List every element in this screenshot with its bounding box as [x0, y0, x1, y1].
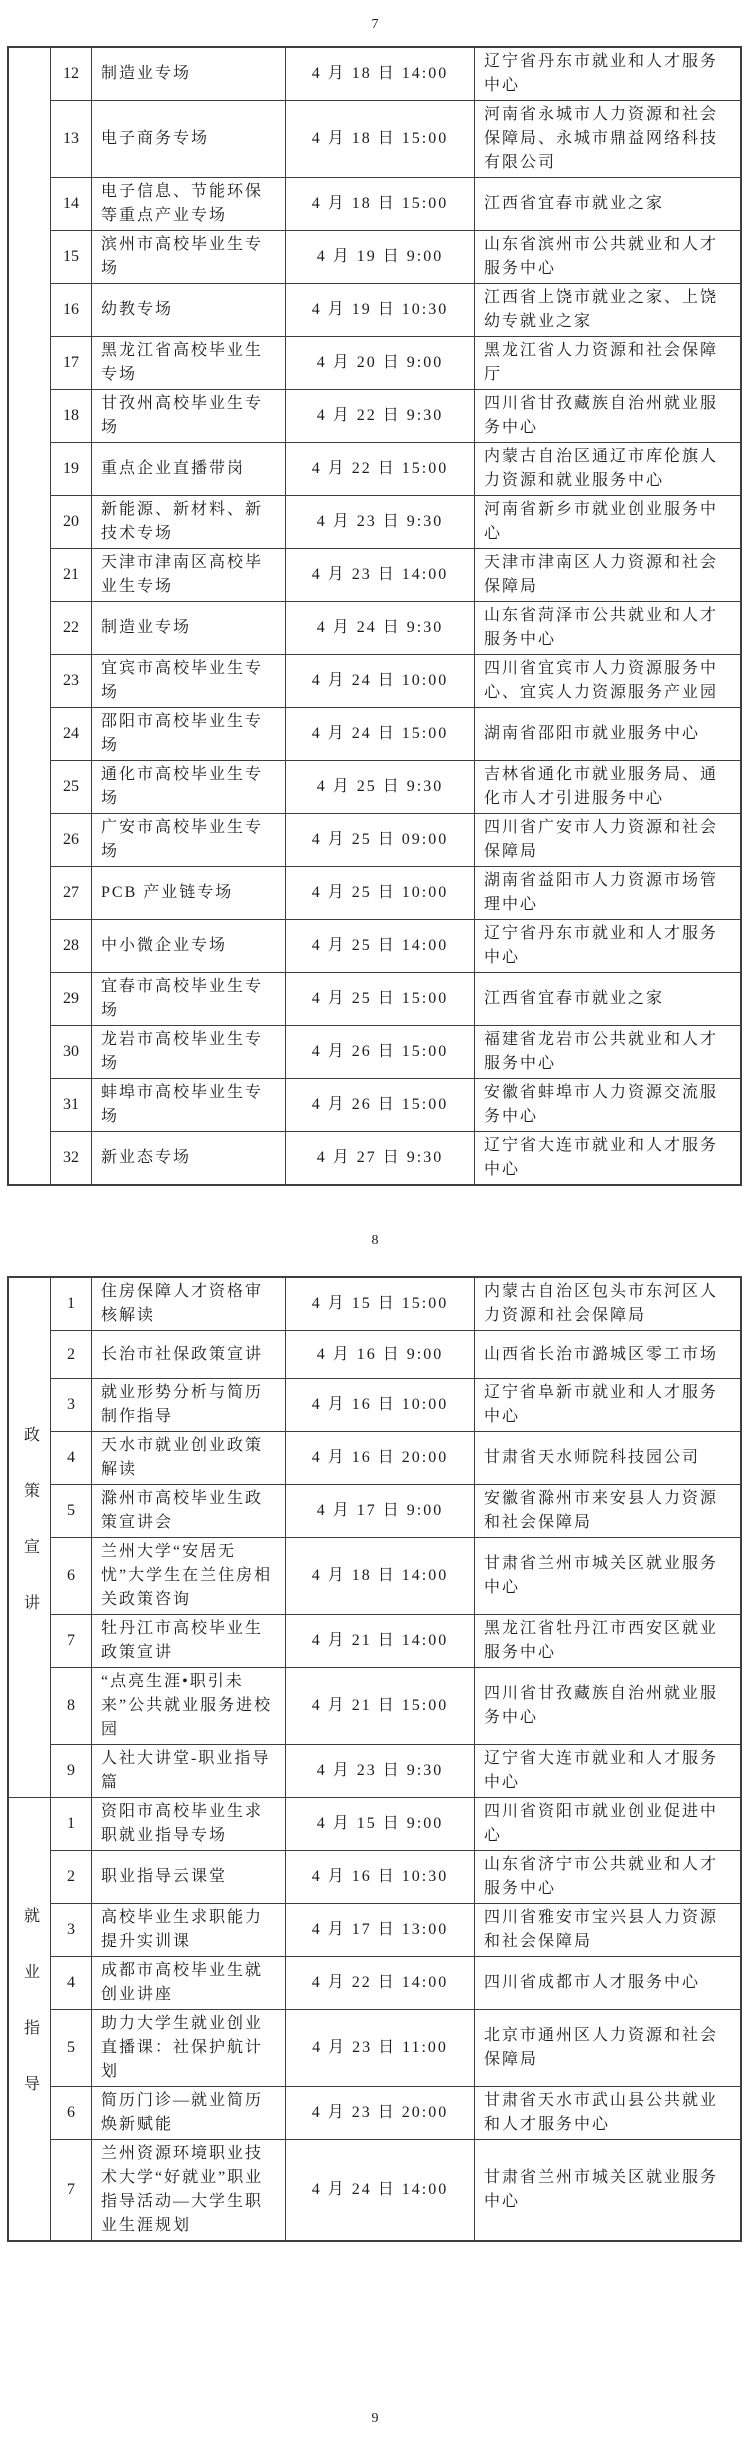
datetime-cell: 4 月 18 日 15:00 — [285, 101, 474, 177]
event-name-cell: 天津市津南区高校毕业生专场 — [91, 549, 285, 601]
datetime-cell: 4 月 25 日 15:00 — [285, 973, 474, 1025]
organizer-cell: 甘肃省天水市武山县公共就业和人才服务中心 — [474, 2087, 740, 2139]
row-number-cell: 1 — [67, 1815, 75, 1832]
table-row — [51, 495, 740, 548]
table-row — [51, 919, 740, 972]
category-cell — [9, 1278, 50, 1797]
section-rows — [50, 1278, 740, 1797]
event-name-cell: 电子信息、节能环保等重点产业专场 — [91, 178, 285, 230]
row-number-cell: 4 — [67, 1974, 75, 1991]
datetime-cell: 4 月 23 日 14:00 — [285, 549, 474, 601]
organizer-cell: 山西省长治市潞城区零工市场 — [474, 1331, 740, 1378]
organizer-cell: 江西省宜春市就业之家 — [474, 973, 740, 1025]
table-row — [51, 1667, 740, 1744]
datetime-cell: 4 月 22 日 15:00 — [285, 443, 474, 495]
table-row — [51, 177, 740, 230]
event-name-cell: 广安市高校毕业生专场 — [91, 814, 285, 866]
table-row — [51, 1330, 740, 1378]
organizer-cell: 四川省雅安市宝兴县人力资源和社会保障局 — [474, 1904, 740, 1956]
event-name-cell: 幼教专场 — [91, 284, 285, 336]
event-name-cell: 牡丹江市高校毕业生政策宣讲 — [91, 1615, 285, 1667]
row-number-cell: 18 — [63, 407, 79, 424]
table-row — [51, 813, 740, 866]
category-label: 就业指导 — [21, 1907, 39, 2131]
table-row — [51, 707, 740, 760]
event-name-cell: 龙岩市高校毕业生专场 — [91, 1026, 285, 1078]
event-name-cell: 电子商务专场 — [91, 101, 285, 177]
event-name-cell: “点亮生涯•职引未来”公共就业服务进校园 — [91, 1668, 285, 1744]
event-name-cell: 职业指导云课堂 — [91, 1851, 285, 1903]
datetime-cell: 4 月 24 日 9:30 — [285, 602, 474, 654]
organizer-cell: 北京市通州区人力资源和社会保障局 — [474, 2010, 740, 2086]
event-name-cell: 蚌埠市高校毕业生专场 — [91, 1079, 285, 1131]
event-name-cell: 住房保障人才资格审核解读 — [91, 1278, 285, 1330]
table-row — [51, 283, 740, 336]
table-row — [51, 2086, 740, 2139]
table-row — [51, 1078, 740, 1131]
table-row — [51, 654, 740, 707]
event-name-cell: 重点企业直播带岗 — [91, 443, 285, 495]
page-number-8: 8 — [371, 1233, 379, 1248]
organizer-cell: 四川省资阳市就业创业促进中心 — [474, 1798, 740, 1850]
organizer-cell: 河南省新乡市就业创业服务中心 — [474, 496, 740, 548]
job-fairs-table — [7, 46, 742, 1186]
datetime-cell: 4 月 18 日 14:00 — [285, 1538, 474, 1614]
event-name-cell: 成都市高校毕业生就创业讲座 — [91, 1957, 285, 2009]
datetime-cell: 4 月 19 日 9:00 — [285, 231, 474, 283]
organizer-cell: 辽宁省丹东市就业和人才服务中心 — [474, 48, 740, 100]
row-number-cell: 5 — [67, 2039, 75, 2056]
row-number-cell: 22 — [63, 619, 79, 636]
row-number-cell: 27 — [63, 884, 79, 901]
organizer-cell: 山东省菏泽市公共就业和人才服务中心 — [474, 602, 740, 654]
organizer-cell: 安徽省蚌埠市人力资源交流服务中心 — [474, 1079, 740, 1131]
row-number-cell: 3 — [67, 1396, 75, 1413]
datetime-cell: 4 月 24 日 15:00 — [285, 708, 474, 760]
category-cell — [9, 1798, 50, 2240]
event-name-cell: 滁州市高校毕业生政策宣讲会 — [91, 1485, 285, 1537]
table-row — [51, 1956, 740, 2009]
organizer-cell: 内蒙古自治区包头市东河区人力资源和社会保障局 — [474, 1278, 740, 1330]
datetime-cell: 4 月 24 日 14:00 — [285, 2140, 474, 2240]
event-name-cell: 高校毕业生求职能力提升实训课 — [91, 1904, 285, 1956]
organizer-cell: 吉林省通化市就业服务局、通化市人才引进服务中心 — [474, 761, 740, 813]
event-name-cell: 新能源、新材料、新技术专场 — [91, 496, 285, 548]
row-number-cell: 14 — [63, 195, 79, 212]
page-number-9: 9 — [371, 2411, 379, 2426]
event-name-cell: 兰州资源环境职业技术大学“好就业”职业指导活动—大学生职业生涯规划 — [91, 2140, 285, 2240]
organizer-cell: 山东省滨州市公共就业和人才服务中心 — [474, 231, 740, 283]
event-name-cell: 宜宾市高校毕业生专场 — [91, 655, 285, 707]
organizer-cell: 内蒙古自治区通辽市库伦旗人力资源和就业服务中心 — [474, 443, 740, 495]
row-number-cell: 20 — [63, 513, 79, 530]
table-row — [51, 230, 740, 283]
event-name-cell: 助力大学生就业创业直播课：社保护航计划 — [91, 2010, 285, 2086]
organizer-cell: 辽宁省大连市就业和人才服务中心 — [474, 1745, 740, 1797]
datetime-cell: 4 月 22 日 14:00 — [285, 1957, 474, 2009]
event-name-cell: 人社大讲堂-职业指导篇 — [91, 1745, 285, 1797]
organizer-cell: 四川省甘孜藏族自治州就业服务中心 — [474, 390, 740, 442]
organizer-cell: 湖南省邵阳市就业服务中心 — [474, 708, 740, 760]
row-number-cell: 2 — [67, 1345, 75, 1363]
row-number-cell: 9 — [67, 1762, 75, 1779]
datetime-cell: 4 月 25 日 09:00 — [285, 814, 474, 866]
table-row — [51, 442, 740, 495]
row-number-cell: 2 — [67, 1868, 75, 1885]
datetime-cell: 4 月 25 日 14:00 — [285, 920, 474, 972]
table-row — [51, 601, 740, 654]
event-name-cell: 制造业专场 — [91, 48, 285, 100]
organizer-cell: 四川省宜宾市人力资源服务中心、宜宾人力资源服务产业园 — [474, 655, 740, 707]
row-number-cell: 25 — [63, 778, 79, 795]
organizer-cell: 河南省永城市人力资源和社会保障局、永城市鼎益网络科技有限公司 — [474, 101, 740, 177]
event-name-cell: 邵阳市高校毕业生专场 — [91, 708, 285, 760]
table-row — [51, 336, 740, 389]
table-row — [51, 1278, 740, 1330]
event-name-cell: 通化市高校毕业生专场 — [91, 761, 285, 813]
row-number-cell: 8 — [67, 1697, 75, 1714]
datetime-cell: 4 月 19 日 10:30 — [285, 284, 474, 336]
datetime-cell: 4 月 17 日 13:00 — [285, 1904, 474, 1956]
row-number-cell: 19 — [63, 460, 79, 477]
row-number-cell: 28 — [63, 937, 79, 954]
datetime-cell: 4 月 27 日 9:30 — [285, 1132, 474, 1184]
table-section — [9, 48, 740, 1184]
datetime-cell: 4 月 15 日 9:00 — [285, 1798, 474, 1850]
datetime-cell: 4 月 16 日 9:00 — [285, 1331, 474, 1378]
organizer-cell: 江西省宜春市就业之家 — [474, 178, 740, 230]
datetime-cell: 4 月 23 日 11:00 — [285, 2010, 474, 2086]
table-row — [51, 866, 740, 919]
row-number-cell: 31 — [63, 1096, 79, 1113]
table-row — [51, 2009, 740, 2086]
datetime-cell: 4 月 16 日 10:00 — [285, 1379, 474, 1431]
datetime-cell: 4 月 20 日 9:00 — [285, 337, 474, 389]
table-row — [51, 972, 740, 1025]
table-row — [51, 1903, 740, 1956]
organizer-cell: 四川省甘孜藏族自治州就业服务中心 — [474, 1668, 740, 1744]
datetime-cell: 4 月 26 日 15:00 — [285, 1026, 474, 1078]
event-name-cell: 就业形势分析与简历制作指导 — [91, 1379, 285, 1431]
table-section — [9, 1797, 740, 2240]
row-number-cell: 23 — [63, 672, 79, 689]
table-row — [51, 548, 740, 601]
row-number-cell: 6 — [67, 1567, 75, 1584]
organizer-cell: 甘肃省兰州市城关区就业服务中心 — [474, 1538, 740, 1614]
table-row — [51, 1025, 740, 1078]
datetime-cell: 4 月 15 日 15:00 — [285, 1278, 474, 1330]
datetime-cell: 4 月 18 日 14:00 — [285, 48, 474, 100]
table-row — [51, 389, 740, 442]
table-row — [51, 1131, 740, 1184]
table-section — [9, 1278, 740, 1797]
organizer-cell: 四川省成都市人才服务中心 — [474, 1957, 740, 2009]
organizer-cell: 山东省济宁市公共就业和人才服务中心 — [474, 1851, 740, 1903]
row-number-cell: 5 — [67, 1502, 75, 1519]
row-number-cell: 17 — [63, 354, 79, 371]
organizer-cell: 黑龙江省人力资源和社会保障厅 — [474, 337, 740, 389]
organizer-cell: 福建省龙岩市公共就业和人才服务中心 — [474, 1026, 740, 1078]
event-name-cell: 资阳市高校毕业生求职就业指导专场 — [91, 1798, 285, 1850]
organizer-cell: 四川省广安市人力资源和社会保障局 — [474, 814, 740, 866]
section-rows — [50, 48, 740, 1184]
row-number-cell: 29 — [63, 990, 79, 1007]
organizer-cell: 辽宁省阜新市就业和人才服务中心 — [474, 1379, 740, 1431]
row-number-cell: 1 — [67, 1295, 75, 1312]
table-row — [51, 1798, 740, 1850]
organizer-cell: 湖南省益阳市人力资源市场管理中心 — [474, 867, 740, 919]
row-number-cell: 21 — [63, 566, 79, 583]
row-number-cell: 7 — [67, 1632, 75, 1649]
event-name-cell: 中小微企业专场 — [91, 920, 285, 972]
organizer-cell: 甘肃省兰州市城关区就业服务中心 — [474, 2140, 740, 2240]
datetime-cell: 4 月 25 日 10:00 — [285, 867, 474, 919]
event-name-cell: 新业态专场 — [91, 1132, 285, 1184]
event-name-cell: 兰州大学“安居无忧”大学生在兰住房相关政策咨询 — [91, 1538, 285, 1614]
datetime-cell: 4 月 23 日 9:30 — [285, 496, 474, 548]
datetime-cell: 4 月 21 日 14:00 — [285, 1615, 474, 1667]
row-number-cell: 6 — [67, 2104, 75, 2121]
event-name-cell: 滨州市高校毕业生专场 — [91, 231, 285, 283]
row-number-cell: 7 — [67, 2181, 75, 2198]
table-row — [51, 2139, 740, 2240]
table-row — [51, 760, 740, 813]
event-name-cell: 制造业专场 — [91, 602, 285, 654]
category-label: 政策宣讲 — [21, 1425, 39, 1650]
organizer-cell: 安徽省滁州市来安县人力资源和社会保障局 — [474, 1485, 740, 1537]
datetime-cell: 4 月 18 日 15:00 — [285, 178, 474, 230]
table-row — [51, 1431, 740, 1484]
row-number-cell: 24 — [63, 725, 79, 742]
event-name-cell: PCB 产业链专场 — [91, 867, 285, 919]
event-name-cell: 天水市就业创业政策解读 — [91, 1432, 285, 1484]
row-number-cell: 4 — [67, 1449, 75, 1466]
datetime-cell: 4 月 23 日 20:00 — [285, 2087, 474, 2139]
table-row — [51, 1614, 740, 1667]
datetime-cell: 4 月 22 日 9:30 — [285, 390, 474, 442]
table-row — [51, 100, 740, 177]
row-number-cell: 12 — [63, 65, 79, 82]
event-name-cell: 简历门诊—就业简历焕新赋能 — [91, 2087, 285, 2139]
row-number-cell: 30 — [63, 1043, 79, 1060]
row-number-cell: 32 — [63, 1149, 79, 1166]
table-row — [51, 1484, 740, 1537]
datetime-cell: 4 月 26 日 15:00 — [285, 1079, 474, 1131]
organizer-cell: 江西省上饶市就业之家、上饶幼专就业之家 — [474, 284, 740, 336]
datetime-cell: 4 月 23 日 9:30 — [285, 1745, 474, 1797]
row-number-cell: 3 — [67, 1921, 75, 1938]
table-row — [51, 1537, 740, 1614]
event-name-cell: 甘孜州高校毕业生专场 — [91, 390, 285, 442]
datetime-cell: 4 月 16 日 20:00 — [285, 1432, 474, 1484]
row-number-cell: 13 — [63, 130, 79, 147]
organizer-cell: 天津市津南区人力资源和社会保障局 — [474, 549, 740, 601]
datetime-cell: 4 月 17 日 9:00 — [285, 1485, 474, 1537]
organizer-cell: 甘肃省天水师院科技园公司 — [474, 1432, 740, 1484]
table-row — [51, 48, 740, 100]
row-number-cell: 26 — [63, 831, 79, 848]
datetime-cell: 4 月 16 日 10:30 — [285, 1851, 474, 1903]
organizer-cell: 辽宁省大连市就业和人才服务中心 — [474, 1132, 740, 1184]
datetime-cell: 4 月 21 日 15:00 — [285, 1668, 474, 1744]
datetime-cell: 4 月 25 日 9:30 — [285, 761, 474, 813]
activities-table — [7, 1276, 742, 2242]
row-number-cell: 16 — [63, 301, 79, 318]
row-number-cell: 15 — [63, 248, 79, 265]
datetime-cell: 4 月 24 日 10:00 — [285, 655, 474, 707]
table-row — [51, 1378, 740, 1431]
table-row — [51, 1850, 740, 1903]
category-cell — [9, 48, 50, 1184]
page-number-7: 7 — [371, 17, 379, 32]
event-name-cell: 黑龙江省高校毕业生专场 — [91, 337, 285, 389]
organizer-cell: 黑龙江省牡丹江市西安区就业服务中心 — [474, 1615, 740, 1667]
table-row — [51, 1744, 740, 1797]
event-name-cell: 长治市社保政策宣讲 — [91, 1331, 285, 1378]
section-rows — [50, 1798, 740, 2240]
event-name-cell: 宜春市高校毕业生专场 — [91, 973, 285, 1025]
organizer-cell: 辽宁省丹东市就业和人才服务中心 — [474, 920, 740, 972]
